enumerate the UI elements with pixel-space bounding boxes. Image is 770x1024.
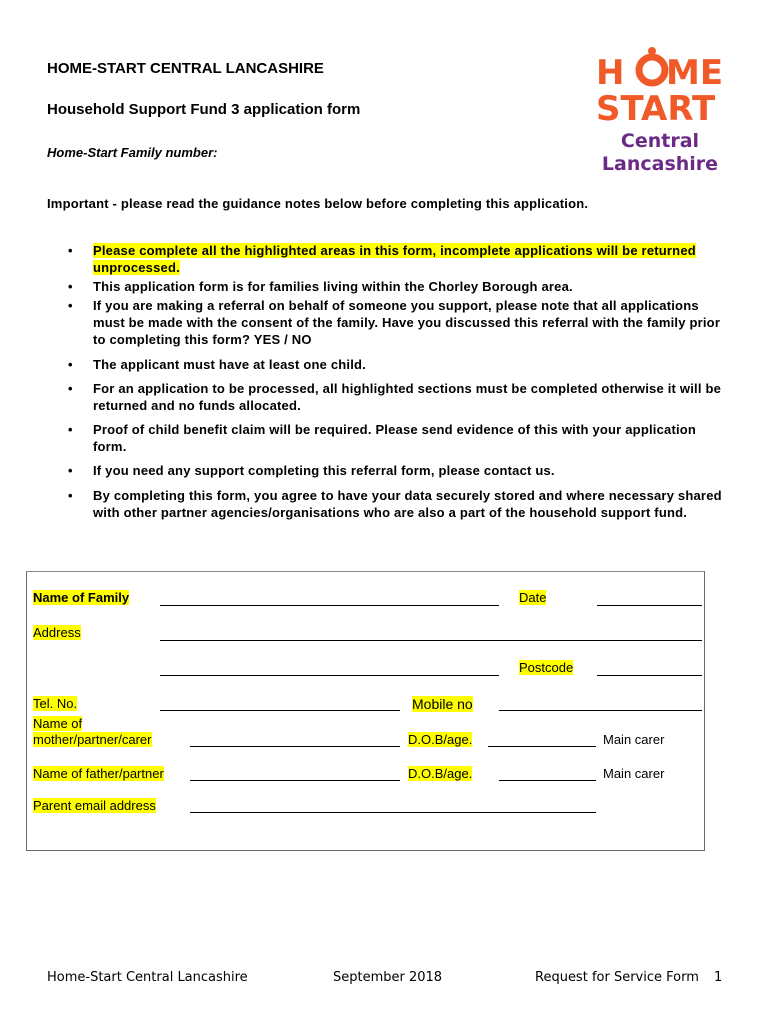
- mobile-no-field[interactable]: [499, 710, 702, 711]
- postcode-label: Postcode: [519, 660, 574, 675]
- address-field-line-2[interactable]: [160, 675, 499, 676]
- main-carer-label-1: Main carer: [603, 732, 665, 747]
- date-field[interactable]: [597, 605, 702, 606]
- address-field-line-1[interactable]: [160, 640, 702, 641]
- list-item: • By completing this form, you agree to have your data securely stored and where necessary shared with other partner agencies/organisations who are also a part of the household support fund.: [68, 487, 728, 521]
- footer-form-name: Request for Service Form: [535, 970, 699, 985]
- home-start-logo: [594, 46, 726, 178]
- footer-org: Home-Start Central Lancashire: [47, 970, 248, 985]
- form-title: Household Support Fund 3 application form: [47, 101, 361, 118]
- name-of-mother-field[interactable]: [190, 746, 400, 747]
- list-item: • This application form is for families living within the Chorley Borough area.: [68, 278, 728, 295]
- name-of-mother-label: Name of mother/partner/carer: [33, 716, 152, 747]
- svg-text:ME: ME: [666, 53, 724, 93]
- main-carer-label-2: Main carer: [603, 766, 665, 781]
- list-item: • The applicant must have at least one child.: [68, 356, 728, 373]
- name-of-family-label: Name of Family: [33, 590, 130, 605]
- svg-text:H: H: [596, 53, 625, 93]
- dob-age-field-1[interactable]: [488, 746, 596, 747]
- address-label: Address: [33, 625, 81, 640]
- dob-age-field-2[interactable]: [499, 780, 596, 781]
- logo-text-central: Central: [620, 130, 700, 152]
- org-title: HOME-START CENTRAL LANCASHIRE: [47, 60, 324, 77]
- important-note: Important - please read the guidance notes below before completing this application.: [47, 196, 589, 211]
- footer-date: September 2018: [333, 970, 443, 985]
- name-of-father-field[interactable]: [190, 780, 400, 781]
- dob-age-label-1: D.O.B/age.: [408, 732, 473, 747]
- list-item: • Please complete all the highlighted areas in this form, incomplete applications will be returned unprocessed.: [68, 242, 728, 276]
- tel-no-label: Tel. No.: [33, 696, 78, 711]
- list-item: • If you are making a referral on behalf of someone you support, please note that all applications must be made with the consent of the family. Have you discussed this referral with the family prior to completing this form? YES / NO: [68, 297, 728, 348]
- tel-no-field[interactable]: [160, 710, 400, 711]
- list-item: • Proof of child benefit claim will be required. Please send evidence of this with your application form.: [68, 421, 728, 455]
- guidance-list: [68, 242, 728, 521]
- date-label: Date: [519, 590, 547, 605]
- page-number: 1: [714, 970, 723, 985]
- list-item: • For an application to be processed, all highlighted sections must be completed otherwise it will be returned and no funds allocated.: [68, 380, 728, 414]
- svg-text:START: START: [596, 89, 716, 129]
- parent-email-field[interactable]: [190, 812, 596, 813]
- mobile-no-label: Mobile no: [412, 696, 473, 712]
- family-number-label: Home-Start Family number:: [47, 145, 218, 160]
- dob-age-label-2: D.O.B/age.: [408, 766, 473, 781]
- name-of-father-label: Name of father/partner: [33, 766, 164, 781]
- name-of-family-field[interactable]: [160, 605, 499, 606]
- logo-text-lancashire: Lancashire: [601, 153, 719, 175]
- parent-email-label: Parent email address: [33, 798, 156, 813]
- postcode-field[interactable]: [597, 675, 702, 676]
- list-item: • If you need any support completing this referral form, please contact us.: [68, 462, 728, 479]
